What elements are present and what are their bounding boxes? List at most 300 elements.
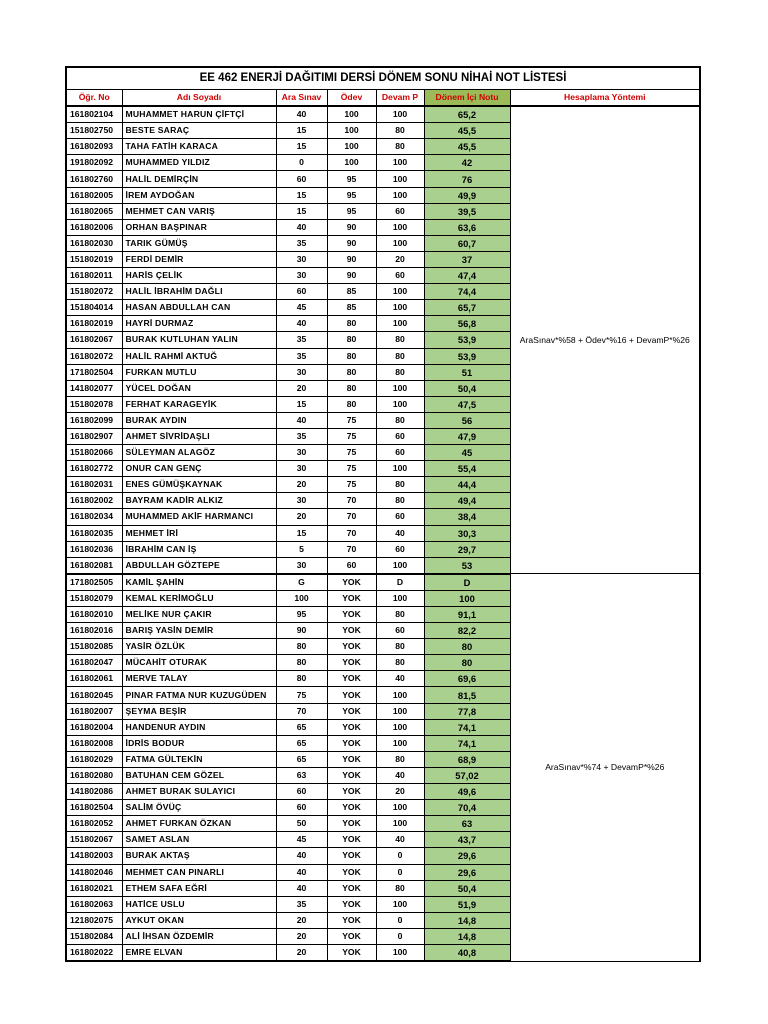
- homework-cell: 95: [327, 171, 376, 187]
- student-no-cell: 161802035: [66, 525, 122, 541]
- student-name-cell: MERVE TALAY: [122, 671, 276, 687]
- student-no-cell: 151802084: [66, 928, 122, 944]
- attendance-cell: 100: [376, 106, 424, 123]
- homework-cell: YOK: [327, 719, 376, 735]
- attendance-cell: 80: [376, 123, 424, 139]
- homework-cell: YOK: [327, 639, 376, 655]
- homework-cell: 75: [327, 477, 376, 493]
- homework-cell: YOK: [327, 784, 376, 800]
- grade-cell: 29,7: [424, 541, 510, 557]
- table-row: [66, 574, 700, 591]
- grade-cell: 56: [424, 412, 510, 428]
- attendance-cell: 60: [376, 428, 424, 444]
- student-no-cell: 161802504: [66, 800, 122, 816]
- midterm-cell: 15: [276, 139, 327, 155]
- student-no-cell: 151802750: [66, 123, 122, 139]
- attendance-cell: 60: [376, 541, 424, 557]
- homework-cell: YOK: [327, 687, 376, 703]
- midterm-cell: 40: [276, 864, 327, 880]
- student-name-cell: HALİL DEMİRÇİN: [122, 171, 276, 187]
- student-no-cell: 161802005: [66, 187, 122, 203]
- attendance-cell: 40: [376, 525, 424, 541]
- student-name-cell: BATUHAN CEM GÖZEL: [122, 767, 276, 783]
- homework-cell: 75: [327, 428, 376, 444]
- student-name-cell: FATMA GÜLTEKİN: [122, 751, 276, 767]
- student-no-cell: 161802006: [66, 219, 122, 235]
- midterm-cell: 35: [276, 235, 327, 251]
- attendance-cell: 100: [376, 944, 424, 961]
- homework-cell: YOK: [327, 590, 376, 606]
- homework-cell: 100: [327, 139, 376, 155]
- student-name-cell: BURAK AKTAŞ: [122, 848, 276, 864]
- student-no-cell: 161802021: [66, 880, 122, 896]
- grade-cell: 65,2: [424, 106, 510, 123]
- midterm-cell: 60: [276, 284, 327, 300]
- attendance-cell: 100: [376, 219, 424, 235]
- homework-cell: 85: [327, 284, 376, 300]
- homework-cell: YOK: [327, 800, 376, 816]
- student-no-cell: 151802085: [66, 639, 122, 655]
- homework-cell: 100: [327, 123, 376, 139]
- attendance-cell: 60: [376, 509, 424, 525]
- midterm-cell: 80: [276, 639, 327, 655]
- grade-cell: 53: [424, 557, 510, 574]
- student-no-cell: 161802065: [66, 203, 122, 219]
- grade-cell: 38,4: [424, 509, 510, 525]
- student-name-cell: TAHA FATİH KARACA: [122, 139, 276, 155]
- midterm-cell: 40: [276, 848, 327, 864]
- midterm-cell: 15: [276, 396, 327, 412]
- grade-cell: 76: [424, 171, 510, 187]
- student-no-cell: 161802030: [66, 235, 122, 251]
- student-name-cell: HATİCE USLU: [122, 896, 276, 912]
- midterm-cell: 20: [276, 509, 327, 525]
- attendance-cell: 100: [376, 590, 424, 606]
- midterm-cell: 40: [276, 412, 327, 428]
- midterm-cell: 20: [276, 380, 327, 396]
- grade-cell: 29,6: [424, 848, 510, 864]
- attendance-cell: 100: [376, 461, 424, 477]
- header-homework: Ödev: [327, 90, 376, 107]
- attendance-cell: 100: [376, 300, 424, 316]
- homework-cell: YOK: [327, 944, 376, 961]
- midterm-cell: 30: [276, 364, 327, 380]
- attendance-cell: 100: [376, 719, 424, 735]
- student-no-cell: 141802046: [66, 864, 122, 880]
- homework-cell: 70: [327, 493, 376, 509]
- attendance-cell: 100: [376, 316, 424, 332]
- attendance-cell: 0: [376, 848, 424, 864]
- student-no-cell: 161802772: [66, 461, 122, 477]
- grade-cell: 82,2: [424, 623, 510, 639]
- grade-cell: D: [424, 574, 510, 591]
- midterm-cell: G: [276, 574, 327, 591]
- student-name-cell: PINAR FATMA NUR KUZUGÜDEN: [122, 687, 276, 703]
- student-no-cell: 161802031: [66, 477, 122, 493]
- student-no-cell: 161802067: [66, 332, 122, 348]
- student-no-cell: 161802036: [66, 541, 122, 557]
- homework-cell: 85: [327, 300, 376, 316]
- table-row: [66, 106, 700, 123]
- midterm-cell: 30: [276, 268, 327, 284]
- grade-cell: 45,5: [424, 123, 510, 139]
- homework-cell: 80: [327, 348, 376, 364]
- student-no-cell: 161802061: [66, 671, 122, 687]
- student-name-cell: MELİKE NUR ÇAKIR: [122, 607, 276, 623]
- attendance-cell: 60: [376, 445, 424, 461]
- student-name-cell: SAMET ASLAN: [122, 832, 276, 848]
- student-name-cell: MÜCAHİT OTURAK: [122, 655, 276, 671]
- attendance-cell: 100: [376, 896, 424, 912]
- student-name-cell: TARIK GÜMÜŞ: [122, 235, 276, 251]
- student-name-cell: FERHAT KARAGEYİK: [122, 396, 276, 412]
- midterm-cell: 0: [276, 155, 327, 171]
- homework-cell: 90: [327, 268, 376, 284]
- student-no-cell: 161802008: [66, 735, 122, 751]
- student-no-cell: 161802760: [66, 171, 122, 187]
- student-name-cell: AHMET FURKAN ÖZKAN: [122, 816, 276, 832]
- midterm-cell: 80: [276, 671, 327, 687]
- grade-cell: 91,1: [424, 607, 510, 623]
- homework-cell: 60: [327, 557, 376, 574]
- grade-cell: 45: [424, 445, 510, 461]
- attendance-cell: 80: [376, 412, 424, 428]
- midterm-cell: 70: [276, 703, 327, 719]
- homework-cell: YOK: [327, 896, 376, 912]
- student-name-cell: HALİL RAHMİ AKTUĞ: [122, 348, 276, 364]
- grade-cell: 63: [424, 816, 510, 832]
- attendance-cell: 100: [376, 171, 424, 187]
- student-no-cell: 171802504: [66, 364, 122, 380]
- attendance-cell: 100: [376, 284, 424, 300]
- grade-table: [65, 66, 701, 962]
- student-no-cell: 151804014: [66, 300, 122, 316]
- student-name-cell: BESTE SARAÇ: [122, 123, 276, 139]
- homework-cell: YOK: [327, 574, 376, 591]
- student-name-cell: ETHEM SAFA EĞRİ: [122, 880, 276, 896]
- student-no-cell: 161802034: [66, 509, 122, 525]
- midterm-cell: 65: [276, 751, 327, 767]
- student-no-cell: 161802007: [66, 703, 122, 719]
- grade-cell: 44,4: [424, 477, 510, 493]
- homework-cell: 75: [327, 412, 376, 428]
- student-no-cell: 191802092: [66, 155, 122, 171]
- midterm-cell: 15: [276, 123, 327, 139]
- midterm-cell: 63: [276, 767, 327, 783]
- midterm-cell: 90: [276, 623, 327, 639]
- homework-cell: 90: [327, 235, 376, 251]
- student-no-cell: 161802047: [66, 655, 122, 671]
- midterm-cell: 75: [276, 687, 327, 703]
- homework-cell: 80: [327, 396, 376, 412]
- grade-cell: 45,5: [424, 139, 510, 155]
- homework-cell: 100: [327, 155, 376, 171]
- student-no-cell: 161802010: [66, 607, 122, 623]
- student-no-cell: 161802016: [66, 623, 122, 639]
- homework-cell: 70: [327, 525, 376, 541]
- grade-cell: 77,8: [424, 703, 510, 719]
- student-name-cell: YASİR ÖZLÜK: [122, 639, 276, 655]
- homework-cell: 75: [327, 445, 376, 461]
- attendance-cell: 40: [376, 832, 424, 848]
- student-no-cell: 161802907: [66, 428, 122, 444]
- grade-cell: 51,9: [424, 896, 510, 912]
- grade-cell: 47,4: [424, 268, 510, 284]
- student-name-cell: AHMET SİVRİDAŞLI: [122, 428, 276, 444]
- homework-cell: 70: [327, 541, 376, 557]
- attendance-cell: 80: [376, 139, 424, 155]
- grade-cell: 47,9: [424, 428, 510, 444]
- student-name-cell: HALİL İBRAHİM DAĞLI: [122, 284, 276, 300]
- student-no-cell: 161802099: [66, 412, 122, 428]
- student-no-cell: 151802079: [66, 590, 122, 606]
- grade-cell: 74,1: [424, 735, 510, 751]
- header-midterm: Ara Sınav: [276, 90, 327, 107]
- student-name-cell: ONUR CAN GENÇ: [122, 461, 276, 477]
- student-no-cell: 121802075: [66, 912, 122, 928]
- grade-cell: 50,4: [424, 380, 510, 396]
- attendance-cell: 100: [376, 800, 424, 816]
- student-name-cell: ALİ İHSAN ÖZDEMİR: [122, 928, 276, 944]
- homework-cell: 80: [327, 380, 376, 396]
- midterm-cell: 30: [276, 445, 327, 461]
- homework-cell: YOK: [327, 767, 376, 783]
- student-name-cell: ORHAN BAŞPINAR: [122, 219, 276, 235]
- student-no-cell: 161802011: [66, 268, 122, 284]
- midterm-cell: 20: [276, 944, 327, 961]
- grade-cell: 55,4: [424, 461, 510, 477]
- midterm-cell: 40: [276, 106, 327, 123]
- midterm-cell: 30: [276, 251, 327, 267]
- grade-cell: 30,3: [424, 525, 510, 541]
- header-name: Adı Soyadı: [122, 90, 276, 107]
- grade-cell: 50,4: [424, 880, 510, 896]
- calculation-method-cell: AraSınav*%58 + Ödev*%16 + DevamP*%26: [510, 106, 700, 574]
- homework-cell: YOK: [327, 735, 376, 751]
- grade-cell: 65,7: [424, 300, 510, 316]
- grade-cell: 29,6: [424, 864, 510, 880]
- student-name-cell: İREM AYDOĞAN: [122, 187, 276, 203]
- sheet-title: EE 462 ENERJİ DAĞITIMI DERSİ DÖNEM SONU NİHAİ NOT LİSTESİ: [66, 67, 700, 90]
- student-no-cell: 161802045: [66, 687, 122, 703]
- attendance-cell: 80: [376, 477, 424, 493]
- attendance-cell: 100: [376, 735, 424, 751]
- midterm-cell: 30: [276, 461, 327, 477]
- student-name-cell: KAMİL ŞAHİN: [122, 574, 276, 591]
- student-name-cell: İBRAHİM CAN İŞ: [122, 541, 276, 557]
- homework-cell: 75: [327, 461, 376, 477]
- homework-cell: YOK: [327, 671, 376, 687]
- midterm-cell: 45: [276, 832, 327, 848]
- homework-cell: YOK: [327, 864, 376, 880]
- grade-cell: 60,7: [424, 235, 510, 251]
- student-name-cell: HANDENUR AYDIN: [122, 719, 276, 735]
- student-name-cell: FURKAN MUTLU: [122, 364, 276, 380]
- attendance-cell: 20: [376, 251, 424, 267]
- midterm-cell: 60: [276, 800, 327, 816]
- grade-cell: 81,5: [424, 687, 510, 703]
- student-name-cell: HARİS ÇELİK: [122, 268, 276, 284]
- midterm-cell: 15: [276, 525, 327, 541]
- homework-cell: 90: [327, 251, 376, 267]
- grade-cell: 80: [424, 639, 510, 655]
- student-name-cell: FERDİ DEMİR: [122, 251, 276, 267]
- student-no-cell: 141802077: [66, 380, 122, 396]
- student-name-cell: ABDULLAH GÖZTEPE: [122, 557, 276, 574]
- attendance-cell: 100: [376, 816, 424, 832]
- student-no-cell: 161802072: [66, 348, 122, 364]
- student-no-cell: 151802019: [66, 251, 122, 267]
- attendance-cell: 60: [376, 623, 424, 639]
- student-no-cell: 141802086: [66, 784, 122, 800]
- homework-cell: 80: [327, 364, 376, 380]
- grade-cell: 80: [424, 655, 510, 671]
- student-no-cell: 151802078: [66, 396, 122, 412]
- student-name-cell: SÜLEYMAN ALAGÖZ: [122, 445, 276, 461]
- homework-cell: 70: [327, 509, 376, 525]
- midterm-cell: 20: [276, 477, 327, 493]
- midterm-cell: 20: [276, 928, 327, 944]
- homework-cell: YOK: [327, 703, 376, 719]
- midterm-cell: 40: [276, 219, 327, 235]
- attendance-cell: 80: [376, 493, 424, 509]
- student-name-cell: EMRE ELVAN: [122, 944, 276, 961]
- student-no-cell: 161802004: [66, 719, 122, 735]
- midterm-cell: 95: [276, 607, 327, 623]
- homework-cell: YOK: [327, 655, 376, 671]
- attendance-cell: 100: [376, 396, 424, 412]
- grade-cell: 42: [424, 155, 510, 171]
- grade-cell: 49,9: [424, 187, 510, 203]
- student-no-cell: 161802052: [66, 816, 122, 832]
- midterm-cell: 65: [276, 719, 327, 735]
- calculation-method-cell: AraSınav*%74 + DevamP*%26: [510, 574, 700, 961]
- midterm-cell: 40: [276, 880, 327, 896]
- attendance-cell: 100: [376, 557, 424, 574]
- student-name-cell: AHMET BURAK SULAYICI: [122, 784, 276, 800]
- header-attendance: Devam P: [376, 90, 424, 107]
- student-name-cell: MEHMET İRİ: [122, 525, 276, 541]
- midterm-cell: 35: [276, 332, 327, 348]
- grade-cell: 14,8: [424, 912, 510, 928]
- student-name-cell: ENES GÜMÜŞKAYNAK: [122, 477, 276, 493]
- midterm-cell: 65: [276, 735, 327, 751]
- attendance-cell: 80: [376, 348, 424, 364]
- student-no-cell: 151802067: [66, 832, 122, 848]
- student-name-cell: BURAK AYDIN: [122, 412, 276, 428]
- attendance-cell: D: [376, 574, 424, 591]
- student-no-cell: 151802072: [66, 284, 122, 300]
- midterm-cell: 60: [276, 784, 327, 800]
- student-name-cell: BAYRAM KADİR ALKIZ: [122, 493, 276, 509]
- student-name-cell: ŞEYMA BEŞİR: [122, 703, 276, 719]
- attendance-cell: 80: [376, 655, 424, 671]
- midterm-cell: 15: [276, 187, 327, 203]
- homework-cell: YOK: [327, 912, 376, 928]
- attendance-cell: 80: [376, 332, 424, 348]
- homework-cell: YOK: [327, 832, 376, 848]
- student-no-cell: 171802505: [66, 574, 122, 591]
- student-name-cell: MUHAMMET HARUN ÇİFTÇİ: [122, 106, 276, 123]
- attendance-cell: 100: [376, 380, 424, 396]
- homework-cell: YOK: [327, 928, 376, 944]
- attendance-cell: 80: [376, 607, 424, 623]
- student-name-cell: MUHAMMED AKİF HARMANCI: [122, 509, 276, 525]
- homework-cell: 95: [327, 203, 376, 219]
- grade-cell: 40,8: [424, 944, 510, 961]
- student-no-cell: 161802104: [66, 106, 122, 123]
- homework-cell: 80: [327, 316, 376, 332]
- attendance-cell: 100: [376, 703, 424, 719]
- attendance-cell: 40: [376, 671, 424, 687]
- student-no-cell: 161802080: [66, 767, 122, 783]
- homework-cell: YOK: [327, 623, 376, 639]
- student-no-cell: 151802066: [66, 445, 122, 461]
- grade-cell: 70,4: [424, 800, 510, 816]
- homework-cell: YOK: [327, 848, 376, 864]
- midterm-cell: 50: [276, 816, 327, 832]
- attendance-cell: 20: [376, 784, 424, 800]
- student-name-cell: MUHAMMED YILDIZ: [122, 155, 276, 171]
- attendance-cell: 100: [376, 155, 424, 171]
- student-no-cell: 161802093: [66, 139, 122, 155]
- midterm-cell: 15: [276, 203, 327, 219]
- grade-cell: 57,02: [424, 767, 510, 783]
- midterm-cell: 80: [276, 655, 327, 671]
- student-name-cell: MEHMET CAN PINARLI: [122, 864, 276, 880]
- midterm-cell: 35: [276, 896, 327, 912]
- student-name-cell: BARIŞ YASİN DEMİR: [122, 623, 276, 639]
- grade-cell: 51: [424, 364, 510, 380]
- attendance-cell: 80: [376, 364, 424, 380]
- student-name-cell: HASAN ABDULLAH CAN: [122, 300, 276, 316]
- attendance-cell: 80: [376, 880, 424, 896]
- midterm-cell: 5: [276, 541, 327, 557]
- grade-cell: 63,6: [424, 219, 510, 235]
- midterm-cell: 60: [276, 171, 327, 187]
- grade-cell: 37: [424, 251, 510, 267]
- grade-cell: 53,9: [424, 348, 510, 364]
- grade-cell: 49,4: [424, 493, 510, 509]
- homework-cell: YOK: [327, 607, 376, 623]
- grade-cell: 68,9: [424, 751, 510, 767]
- midterm-cell: 20: [276, 912, 327, 928]
- student-name-cell: MEHMET CAN VARIŞ: [122, 203, 276, 219]
- midterm-cell: 35: [276, 348, 327, 364]
- attendance-cell: 0: [376, 864, 424, 880]
- student-no-cell: 161802022: [66, 944, 122, 961]
- midterm-cell: 100: [276, 590, 327, 606]
- attendance-cell: 100: [376, 235, 424, 251]
- student-name-cell: YÜCEL DOĞAN: [122, 380, 276, 396]
- grade-cell: 100: [424, 590, 510, 606]
- header-grade: Dönem İçi Notu: [424, 90, 510, 107]
- student-name-cell: İDRİS BODUR: [122, 735, 276, 751]
- midterm-cell: 45: [276, 300, 327, 316]
- grade-cell: 74,1: [424, 719, 510, 735]
- homework-cell: 95: [327, 187, 376, 203]
- grade-cell: 56,8: [424, 316, 510, 332]
- homework-cell: YOK: [327, 751, 376, 767]
- attendance-cell: 60: [376, 268, 424, 284]
- midterm-cell: 35: [276, 428, 327, 444]
- student-no-cell: 161802019: [66, 316, 122, 332]
- student-name-cell: KEMAL KERİMOĞLU: [122, 590, 276, 606]
- grade-cell: 49,6: [424, 784, 510, 800]
- homework-cell: 80: [327, 332, 376, 348]
- grade-cell: 14,8: [424, 928, 510, 944]
- student-name-cell: HAYRİ DURMAZ: [122, 316, 276, 332]
